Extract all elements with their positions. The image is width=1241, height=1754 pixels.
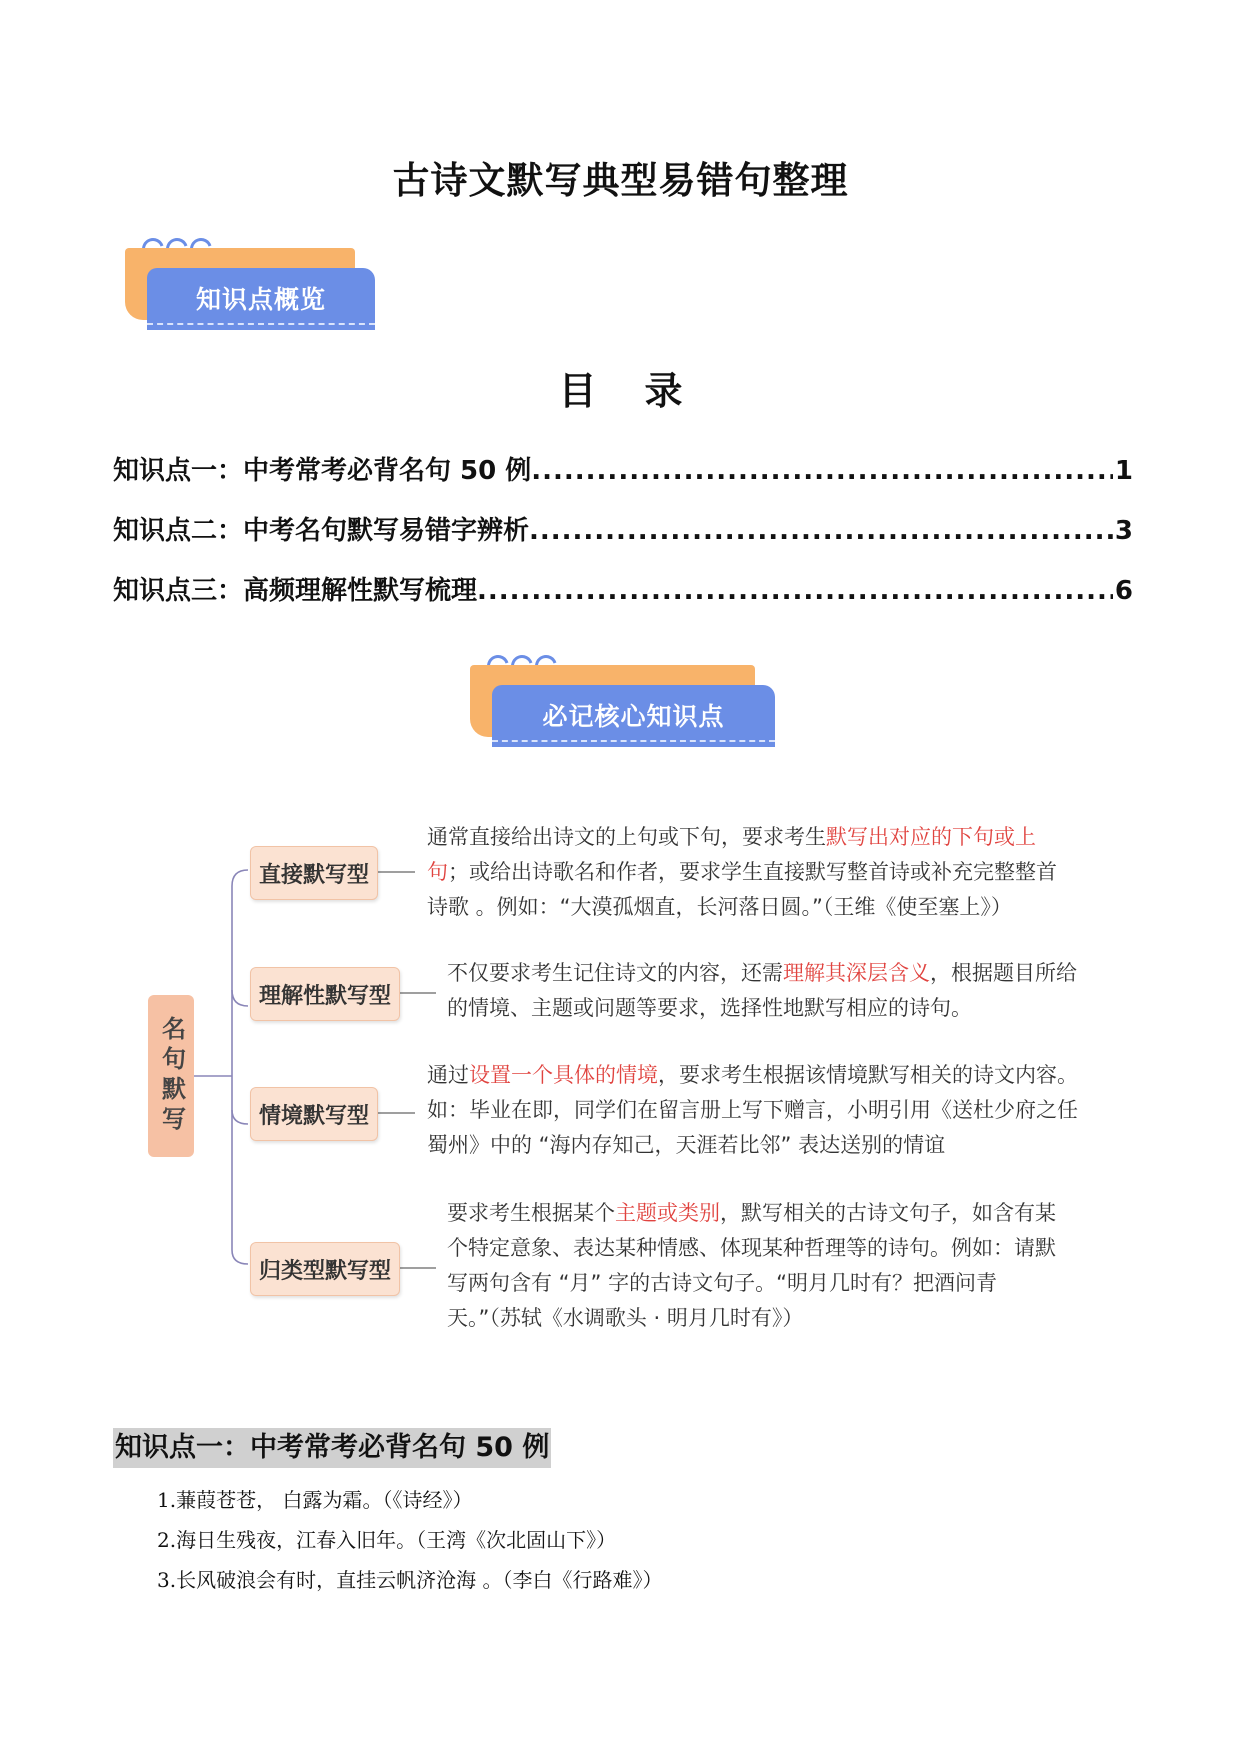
branch-direct-description: 通常直接给出诗文的上句或下句，要求考生默写出对应的下句或上 句；或给出诗歌名和作者，要求学生直接默写整首诗或补充完整整首 诗歌 。例如：“大漠孤烟直，长河落日圆。”（王维《使至塞上》） xyxy=(427,825,1057,919)
core-badge-label: 必记核心知识点 xyxy=(542,702,725,731)
toc-entry-page: 6 xyxy=(1114,576,1133,606)
toc-entry-page: 1 xyxy=(1114,456,1133,486)
branch-category-description: 要求考生根据某个主题或类别，默写相关的古诗文句子，如含有某 个特定意象、表达某种情感、体现某种哲理等的诗句。例如：请默 写两句含有 “月” 字的古诗文句子。“明月几时有？把酒问青 天。”（苏轼《水调歌头 · 明月几时有》） xyxy=(447,1201,1056,1330)
branch-context-description: 通过设置一个具体的情境，要求考生根据该情境默写相关的诗文内容。 如：毕业在即，同学们在留言册上写下赠言，小明引用《送杜少府之任 蜀州》中的 “海内存知己，天涯若比邻” 表达送别的情谊 xyxy=(427,1063,1078,1157)
branch-direct: 直接默写型 xyxy=(250,846,378,900)
branch-comprehension-description: 不仅要求考生记住诗文的内容，还需理解其深层含义，根据题目所给 的情境、主题或问题等要求，选择性地默写相应的诗句。 xyxy=(447,961,1077,1020)
overview-badge-label: 知识点概览 xyxy=(195,285,326,314)
document-title: 古诗文默写典型易错句整理 xyxy=(392,159,849,202)
toc-title: 目录 xyxy=(558,369,731,413)
toc-entry-label: 知识点三：高频理解性默写梳理 xyxy=(113,576,478,606)
list-item: 2.海日生残夜，江春入旧年。（王湾《次北固山下》） xyxy=(157,1528,617,1552)
section-heading: 知识点一：中考常考必背名句 50 例 xyxy=(113,1428,551,1468)
mindmap-root: 名句默写 xyxy=(148,995,194,1157)
branch-comprehension: 理解性默写型 xyxy=(250,967,400,1021)
toc-entry-label: 知识点二：中考名句默写易错字辨析 xyxy=(113,516,530,546)
list-item: 3.长风破浪会有时，直挂云帆济沧海 。（李白《行路难》） xyxy=(157,1568,663,1592)
toc-entry-label: 知识点一：中考常考必背名句 50 例 xyxy=(113,456,532,486)
toc-entry-page: 3 xyxy=(1114,516,1133,546)
branch-context: 情境默写型 xyxy=(250,1087,378,1141)
branch-category: 归类型默写型 xyxy=(250,1242,400,1296)
list-item: 1.蒹葭苍苍， 白露为霜。（《诗经》） xyxy=(157,1488,473,1512)
